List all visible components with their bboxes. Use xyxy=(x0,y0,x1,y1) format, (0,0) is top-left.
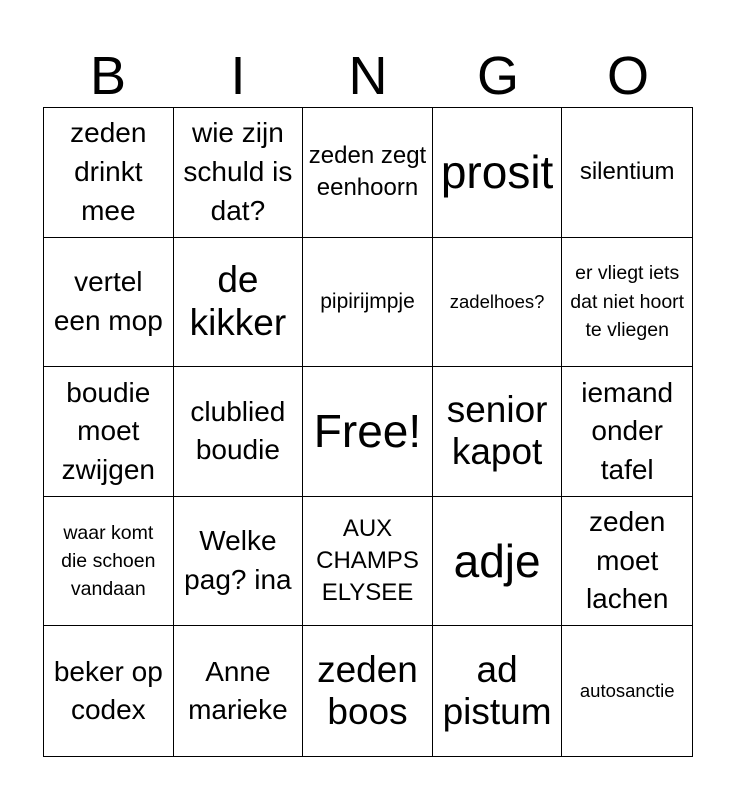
bingo-cell-free[interactable]: Free! xyxy=(303,367,433,497)
bingo-cell[interactable]: boudie moet zwijgen xyxy=(44,367,174,497)
bingo-cell[interactable]: zeden drinkt mee xyxy=(44,108,174,238)
bingo-cell[interactable]: zeden boos xyxy=(303,626,433,756)
header-letter-o: O xyxy=(606,46,649,106)
bingo-cell[interactable]: ad pistum xyxy=(433,626,563,756)
bingo-cell[interactable]: prosit xyxy=(433,108,563,238)
bingo-cell[interactable]: iemand onder tafel xyxy=(562,367,692,497)
header-letter-i: I xyxy=(230,46,246,106)
bingo-cell[interactable]: autosanctie xyxy=(579,680,675,702)
header-letter-n: N xyxy=(348,46,388,106)
header-letter-g: G xyxy=(476,46,519,106)
bingo-cell[interactable]: pipirijmpje xyxy=(303,238,433,368)
bingo-cell[interactable]: er vliegt iets dat niet hoort te vliegen xyxy=(562,238,692,368)
bingo-cell[interactable]: Anne marieke xyxy=(174,626,304,756)
bingo-cell[interactable]: zeden zegt eenhoorn xyxy=(303,108,433,238)
bingo-cell[interactable]: Welke pag? ina xyxy=(174,497,304,627)
bingo-cell[interactable]: vertel een mop xyxy=(44,238,174,368)
bingo-cell[interactable]: waar komt die schoen vandaan xyxy=(44,497,174,627)
bingo-cell[interactable]: wie zijn schuld is dat? xyxy=(174,108,304,238)
bingo-cell[interactable]: AUX CHAMPS ELYSEE xyxy=(303,497,433,627)
bingo-cell[interactable]: zadelhoes? xyxy=(433,238,563,368)
bingo-header xyxy=(43,44,693,108)
bingo-cell[interactable]: beker op codex xyxy=(44,626,174,756)
bingo-board xyxy=(43,107,693,757)
bingo-cell[interactable]: adje xyxy=(433,497,563,627)
header-letter-b: B xyxy=(89,46,127,106)
bingo-cell[interactable]: de kikker xyxy=(174,238,304,368)
bingo-cell[interactable]: senior kapot xyxy=(433,367,563,497)
bingo-cell[interactable]: zeden moet lachen xyxy=(562,497,692,627)
bingo-cell[interactable]: clublied boudie xyxy=(174,367,304,497)
bingo-cell[interactable]: silentium xyxy=(562,108,692,238)
